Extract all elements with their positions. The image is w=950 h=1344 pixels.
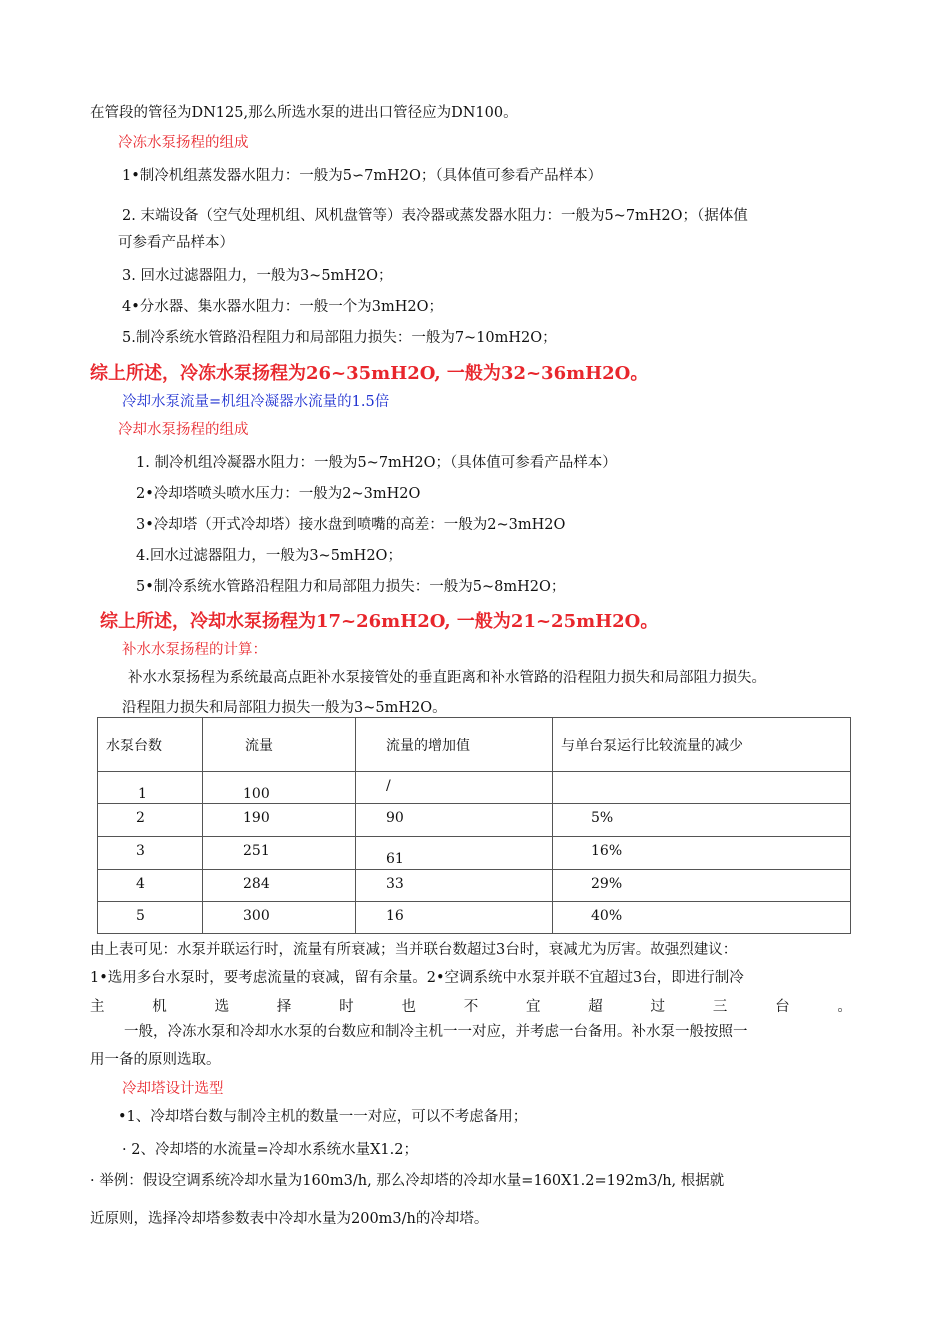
table-cell: 190 — [203, 804, 356, 837]
text-line: 近原则，选择冷却塔参数表中冷却水量为200m3/h的冷却塔。 — [90, 1211, 489, 1227]
text-line: 可参看产品样本） — [118, 235, 234, 251]
table-row — [98, 772, 851, 804]
table-row — [98, 804, 851, 837]
section-heading: 冷却水泵扬程的组成 — [118, 422, 249, 438]
justified-line — [90, 997, 852, 1017]
char: 。 — [837, 999, 852, 1015]
table-cell: / — [356, 772, 553, 804]
section-heading: 冷却塔设计选型 — [122, 1081, 224, 1097]
summary-line: 综上所述，冷冻水泵扬程为26~35mH2O, 一般为32~36mH2O。 — [90, 363, 649, 384]
list-item: 2. 末端设备（空气处理机组、风机盘管等）表冷器或蒸发器水阻力：一般为5~7mH2O；（据体值 — [122, 208, 748, 224]
table-cell: 300 — [203, 902, 356, 934]
table-cell: 5% — [553, 804, 851, 837]
table-cell: 2 — [98, 804, 203, 837]
list-item: 2•冷却塔喷头喷水压力：一般为2~3mH2O — [136, 486, 421, 502]
table-cell: 33 — [356, 870, 553, 902]
list-item: · 2、冷却塔的水流量=冷却水系统水量Ⅹ1.2； — [122, 1142, 418, 1158]
char: 台 — [775, 999, 790, 1015]
table-cell: 4 — [98, 870, 203, 902]
char: 超 — [588, 999, 603, 1015]
list-item: 1•制冷机组蒸发器水阻力：一般为5∽7mH2O；（具体值可参看产品样本） — [122, 168, 603, 184]
table-header-row — [98, 718, 851, 772]
table-header-cell: 流量 — [203, 718, 356, 772]
section-heading: 冷冻水泵扬程的组成 — [118, 135, 249, 151]
char: 宜 — [525, 999, 541, 1015]
table-row — [98, 870, 851, 902]
summary-line: 综上所述，冷却水泵扬程为17~26mH2O, 一般为21~25mH2O。 — [100, 611, 659, 632]
table-cell: 1 — [98, 772, 203, 804]
text-line: 一般，冷冻水泵和冷却水水泵的台数应和制冷主机一一对应，并考虑一台备用。补水泵一般按照一 — [124, 1024, 748, 1040]
char: 主 — [90, 999, 105, 1015]
list-item: •1、冷却塔台数与制冷主机的数量一一对应，可以不考虑备用； — [118, 1109, 528, 1125]
table-cell: 100 — [203, 772, 356, 804]
text-line: 由上表可见：水泵并联运行时，流量有所衰减；当并联台数超过3台时，衰减尤为厉害。故强烈建议： — [90, 942, 738, 958]
table-row — [98, 902, 851, 934]
table-cell: 29% — [553, 870, 851, 902]
table-cell: 90 — [356, 804, 553, 837]
char: 过 — [650, 999, 666, 1015]
text-line: 补水水泵扬程为系统最高点距补水泵接管处的垂直距离和补水管路的沿程阻力损失和局部阻力损失。 — [128, 670, 766, 686]
list-item: 3•冷却塔（开式冷却塔）接水盘到喷嘴的高差：一般为2~3mH2O — [136, 517, 566, 533]
list-item: 4•分水器、集水器水阻力：一般一个为3mH2O； — [122, 299, 444, 315]
text-line: 在管段的管径为DN125,那么所选水泵的进出口管径应为DN100。 — [90, 105, 518, 121]
list-item: 4.回水过滤器阻力，一般为3~5mH2O； — [136, 548, 402, 564]
table-header-cell: 与单台泵运行比较流量的减少 — [553, 718, 851, 772]
text-line: 1•选用多台水泵时，要考虑流量的衰减，留有余量。2•空调系统中水泵并联不宜超过3台，即进行制冷 — [90, 970, 744, 986]
pump-table — [97, 717, 851, 934]
text-line: 沿程阻力损失和局部阻力损失一般为3~5mH2O。 — [122, 700, 447, 716]
list-item: 1. 制冷机组冷凝器水阻力：一般为5~7mH2O；（具体值可参看产品样本） — [136, 455, 617, 471]
table-cell: 16 — [356, 902, 553, 934]
table-row — [98, 837, 851, 870]
char: 时 — [339, 999, 354, 1015]
char: 不 — [463, 999, 479, 1015]
char: 选 — [214, 999, 230, 1015]
table-cell: 3 — [98, 837, 203, 870]
text-line: 用一备的原则选取。 — [90, 1052, 221, 1068]
char: 择 — [276, 999, 292, 1015]
table-cell: 284 — [203, 870, 356, 902]
list-item: 3. 回水过滤器阻力，一般为3~5mH2O； — [122, 268, 393, 284]
table-cell: 16% — [553, 837, 851, 870]
table-header-cell: 水泵台数 — [98, 718, 203, 772]
table-cell — [553, 772, 851, 804]
section-heading: 冷却水泵流量=机组冷凝器水流量的1.5倍 — [122, 394, 390, 410]
table-cell: 5 — [98, 902, 203, 934]
table-cell: 251 — [203, 837, 356, 870]
table-header-cell: 流量的增加值 — [356, 718, 553, 772]
list-item: 5•制冷系统水管路沿程阻力和局部阻力损失：一般为5~8mH2O； — [136, 579, 566, 595]
list-item: 5.制冷系统水管路沿程阻力和局部阻力损失：一般为7~10mH2O； — [122, 330, 557, 346]
char: 也 — [401, 999, 416, 1015]
table-cell: 40% — [553, 902, 851, 934]
table-cell: 61 — [356, 837, 553, 870]
text-line: · 举例：假设空调系统冷却水量为160m3/h, 那么冷却塔的冷却水量=160Ⅹ1.2=192m3/h, 根据就 — [90, 1173, 725, 1189]
char: 三 — [712, 999, 728, 1015]
section-heading: 补水水泵扬程的计算： — [122, 642, 267, 658]
char: 机 — [152, 999, 167, 1015]
